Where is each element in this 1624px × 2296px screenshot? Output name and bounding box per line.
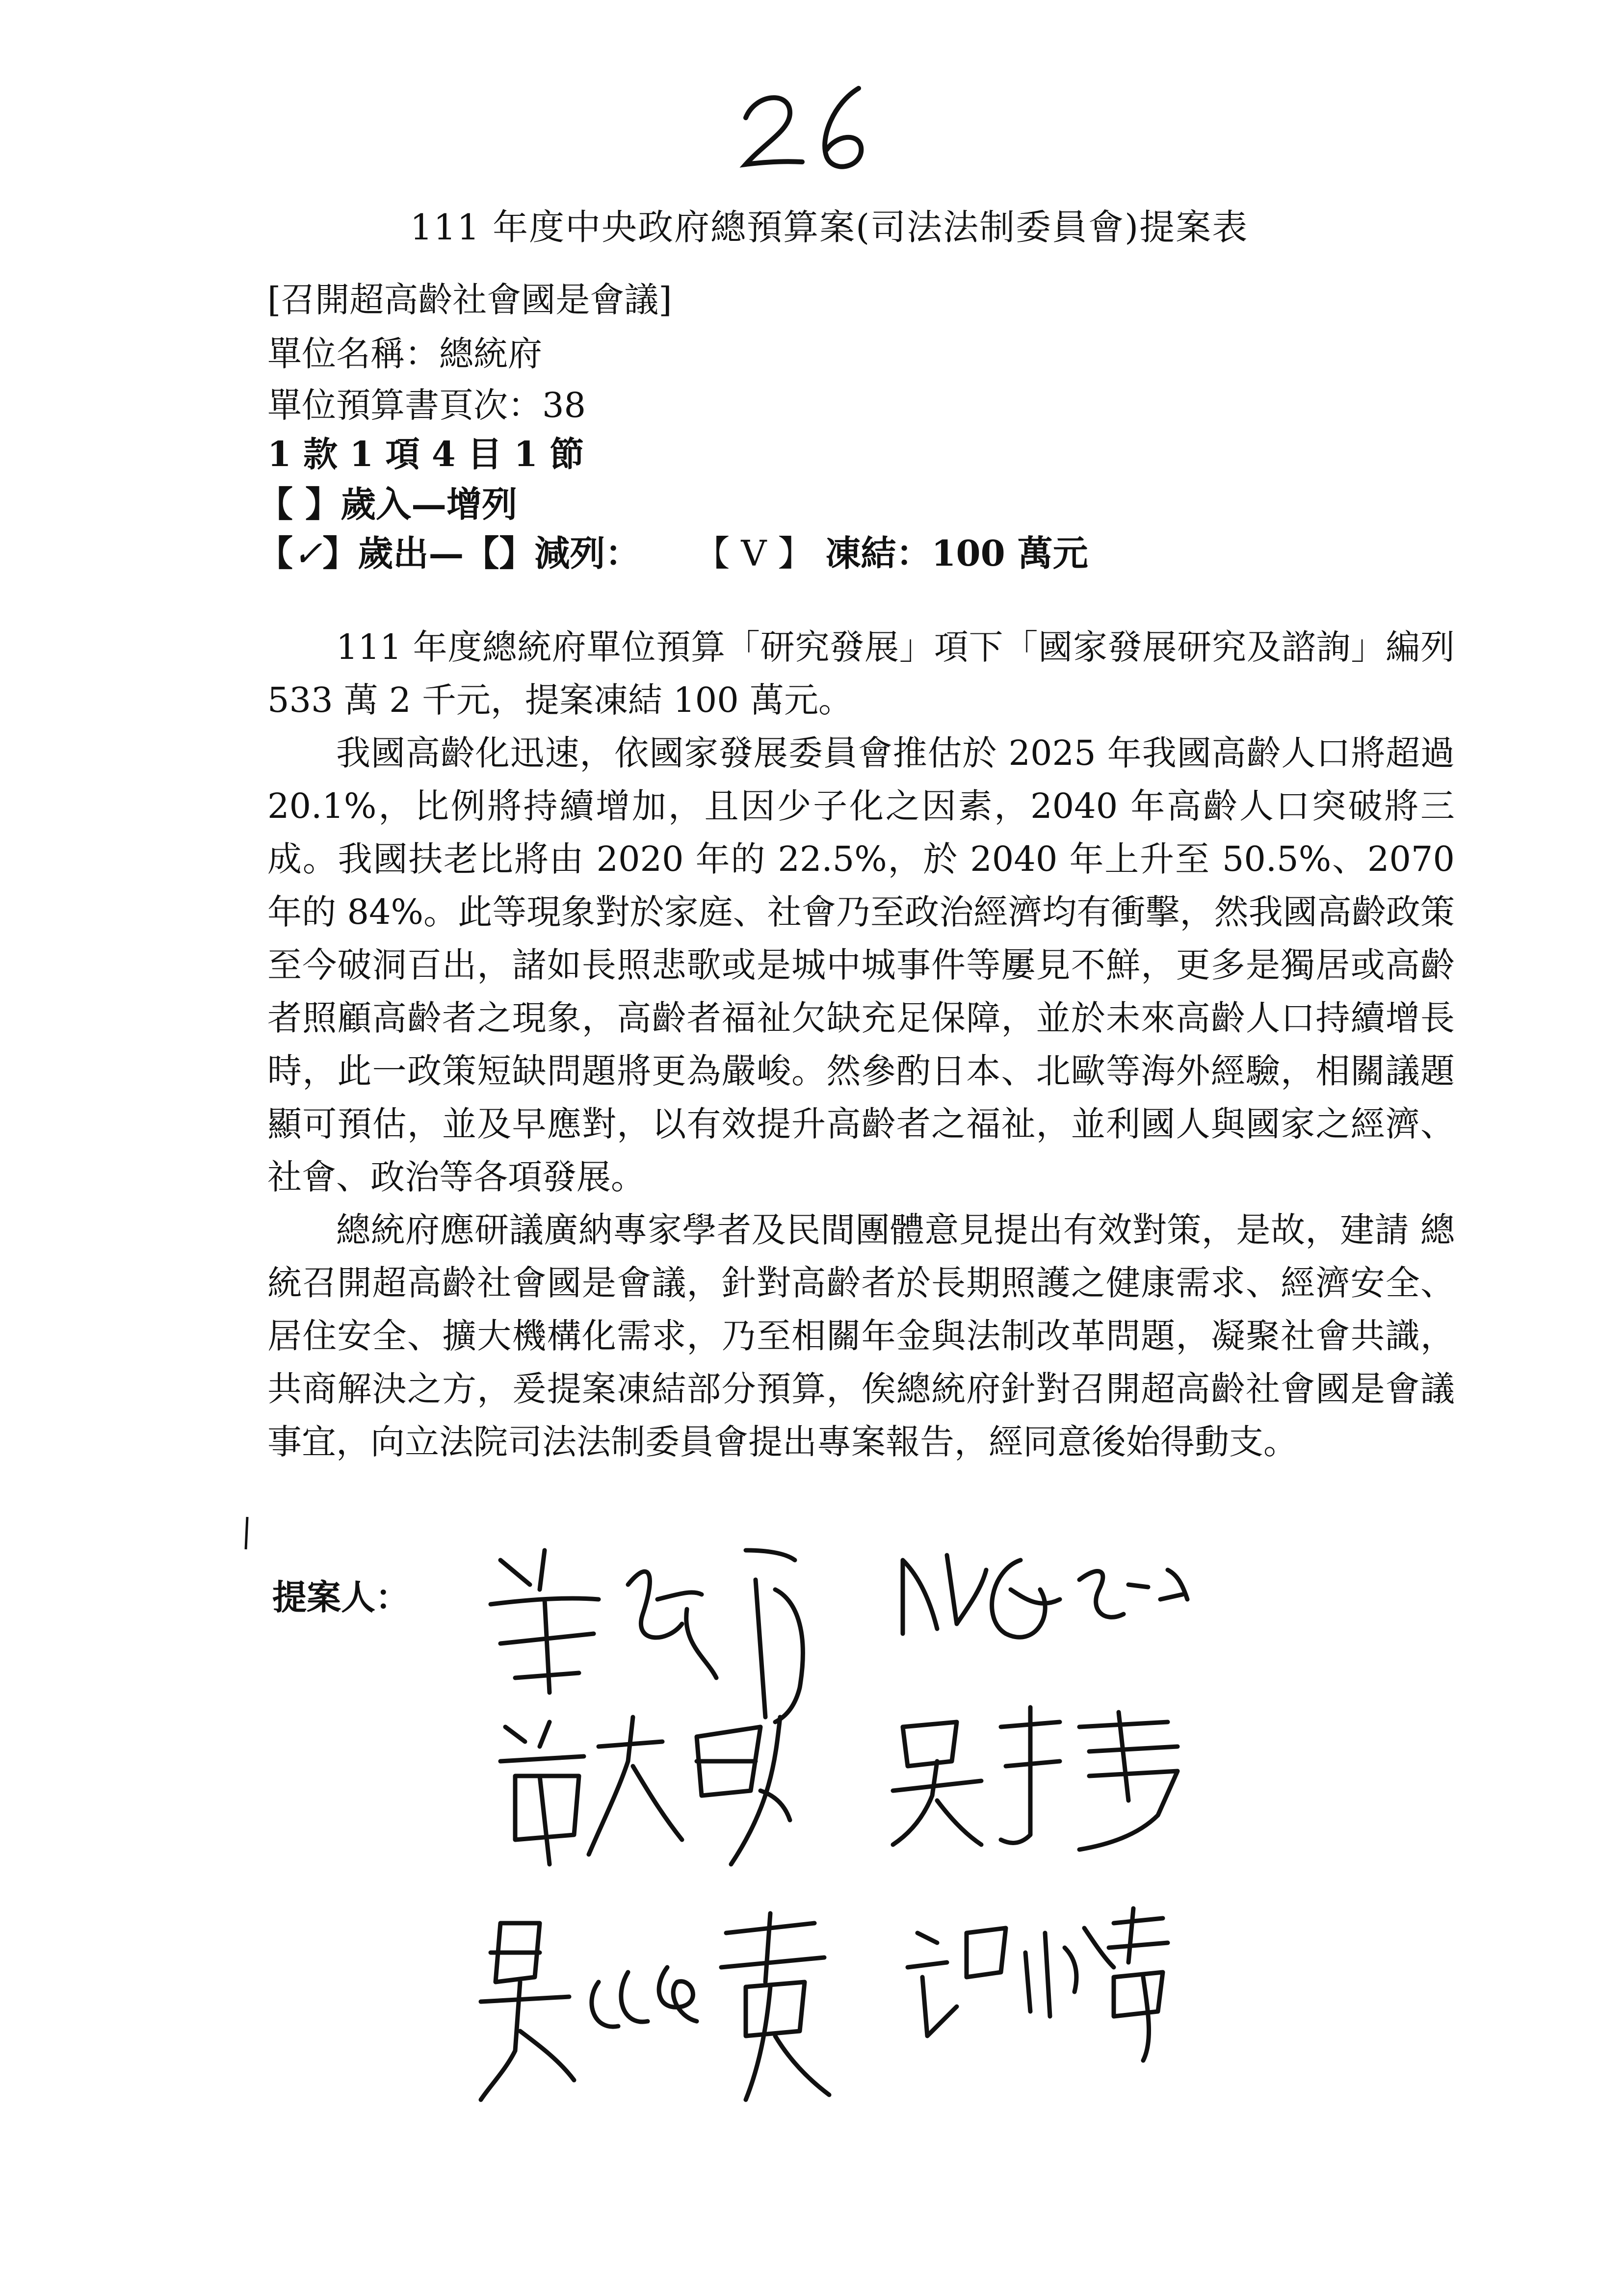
item-code: 1 款 1 項 4 目 1 節	[267, 434, 584, 474]
proposer-label: 提案人：	[272, 1577, 410, 1618]
expenditure-row	[258, 525, 1088, 576]
signature-6	[898, 1904, 1173, 2065]
expenditure-bracket-open: 【	[258, 532, 293, 574]
paragraph-aging: 我國高齡化迅速，依國家發展委員會推估於 2025 年我國高齡人口將超過 20.1%，比例將持續增加，且因少子化之因素，2040 年高齡人口突破將三成。我國扶老比將由 2020 年的 22.5%，於 2040 年上升至 50.5%、2070 年的 84%。此等現象對於家庭、社會乃至政治經濟均有衝擊，然我國高齡政策至今破洞百出，諸如長照悲歌或是城中城事件等屢見不鮮，更多是獨居或高齡者照顧高齡者之現象，高齡者福祉欠缺充足保障，並於未來高齡人口持續增長時，此一政策短缺問題將更為嚴峻。然參酌日本、北歐等海外經驗，相關議題顯可預估，並及早應對，以有效提升高齡者之福祉，並利國人與國家之經濟、社會、政治等各項發展。	[267, 733, 1455, 1197]
budget-page: 單位預算書頁次：38	[267, 385, 586, 425]
freeze-amount: 凍結：100 萬元	[825, 532, 1088, 574]
signature-5	[471, 1904, 854, 2110]
proposal-body	[267, 621, 1455, 1468]
document-title: 111 年度中央政府總預算案(司法法制委員會)提案表	[410, 207, 1249, 248]
signature-4	[883, 1697, 1187, 1859]
expenditure-check-mark: ✓	[293, 533, 323, 574]
signature-3	[486, 1707, 800, 1874]
signature-1	[471, 1531, 824, 1727]
revenue-increase-row: 【 】歲入—增列	[258, 483, 518, 525]
expenditure-label: 】歲出—【】減列：	[322, 532, 641, 574]
paragraph-budget: 111 年度總統府單位預算「研究發展」項下「國家發展研究及諮詢」編列 533 萬 2 千元，提案凍結 100 萬元。	[267, 627, 1455, 720]
freeze-checkbox: 【 V 】	[694, 533, 813, 574]
unit-name: 單位名稱：總統府	[267, 334, 542, 374]
paragraph-request: 總統府應研議廣納專家學者及民間團體意見提出有效對策，是故，建請 總統召開超高齡社會國是會議，針對高齡者於長期照護之健康需求、經濟安全、居住安全、擴大機構化需求，乃至相關年金與法制改革問題，凝聚社會共識，共商解決之方，爰提案凍結部分預算，俟總統府針對召開超高齡社會國是會議事宜，向立法院司法法制委員會提出專案報告，經同意後始得動支。	[267, 1210, 1455, 1462]
margin-mark	[244, 1516, 249, 1550]
signature-2	[893, 1540, 1197, 1688]
proposal-topic: [召開超高齡社會國是會議]	[267, 280, 672, 320]
handwritten-page-number	[736, 83, 883, 177]
